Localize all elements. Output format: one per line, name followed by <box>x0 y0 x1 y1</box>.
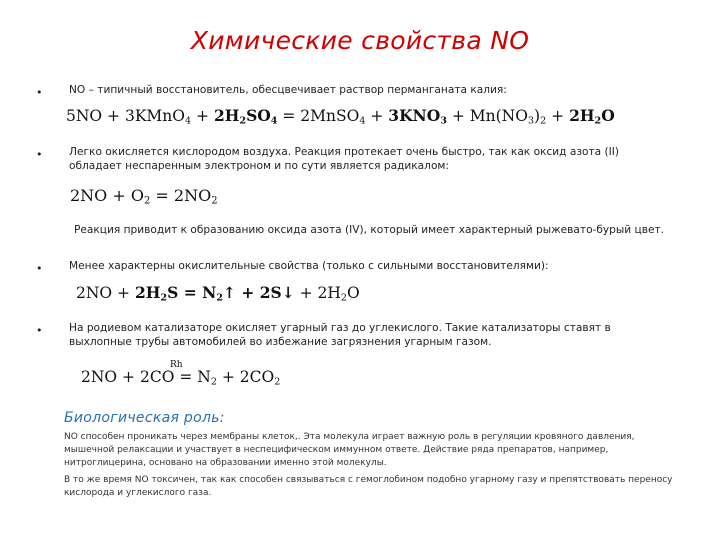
bullet-marker: • <box>36 86 43 99</box>
slide-title: Химические свойства NO <box>190 26 530 55</box>
equation-1: 5NO + 3KMnO$_4$ + $2H_2SO_4$ = 2MnSO$_4$ + $3KNO_3 + Mn(NO_3)_2 + 2H_2O$ <box>66 106 615 127</box>
bullet-marker: • <box>36 262 43 275</box>
bullet-text-2: Легко окисляется кислородом воздуха. Реакция протекает очень быстро, так как оксид азота (II) обладает неспаренным электроном и по сути является радикалом: <box>69 146 620 172</box>
equation-3: $2NO + 2H_2S$ = $N_2↑$ + 2S↓ + $2H_2O$ <box>76 283 360 304</box>
bio-heading: Биологическая роль: <box>64 410 225 426</box>
bullet-marker: • <box>36 148 43 161</box>
bullet-text-4: На родиевом катализаторе окисляет угарный газ до углекислого. Такие катализаторы ставят в выхлопные трубы автомобилей во избежание загрязнения угарным газом. <box>69 322 611 348</box>
bio-paragraph-2: В то же время NO токсичен, так как способен связываться с гемоглобином подобно угарному газу и препятствовать переносу кислорода и углекислого газа. <box>64 475 673 498</box>
catalyst-label: Rh <box>170 360 183 370</box>
equation-2: $2NO + O_2 = 2NO_2$ <box>70 186 218 207</box>
bio-paragraph-1: NO способен проникать через мембраны клеток,. Эта молекула играет важную роль в регуляции кровяного давления, мышечной релаксации и участвует в неспецифическом иммунном ответе. Действие ряда препаратов, например, нитроглицерина, основано на образовании именно этой молекулы. <box>64 432 635 468</box>
equation-4: $2NO + 2CO = N_2 + 2CO_2$ <box>81 368 281 388</box>
paragraph-reaction-result: Реакция приводит к образованию оксида азота (IV), который имеет характерный рыжевато-бурый цвет. <box>74 224 665 236</box>
bullet-marker: • <box>36 324 43 337</box>
bullet-text-3: Менее характерны окислительные свойства (только с сильными восстановителями): <box>69 260 549 272</box>
bullet-text-1: NO – типичный восстановитель, обесцвечивает раствор перманганата калия: <box>69 84 507 96</box>
